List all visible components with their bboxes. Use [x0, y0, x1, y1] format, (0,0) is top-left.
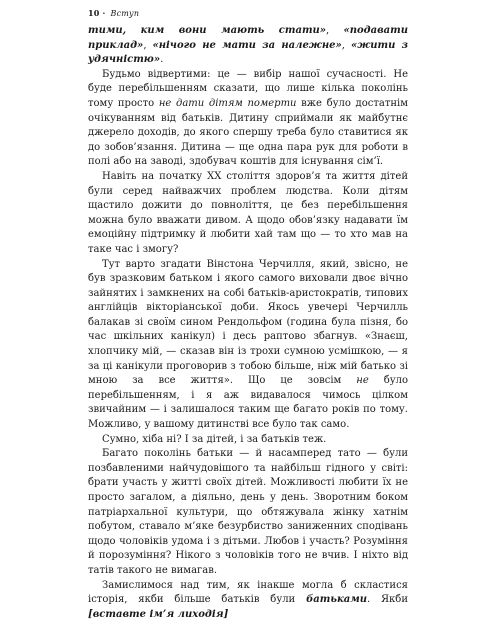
punctuation: , [143, 39, 153, 51]
text-run: Сумно, хіба ні? І за дітей, і за батьків теж. [102, 433, 327, 445]
body-text [88, 24, 408, 622]
emphasis: [вставте ім’я лиходія] [88, 608, 229, 620]
text-run: . Якби [366, 594, 408, 606]
quote-fragment: «жити з удячністю» [88, 39, 409, 66]
running-header [88, 8, 139, 18]
quote-fragment: «нічого не мати за належне» [152, 39, 342, 51]
page-number: 10 [88, 8, 100, 18]
punctuation: . [160, 54, 164, 66]
paragraph-sad [88, 433, 408, 448]
section-title: Вступ [110, 9, 140, 18]
text-run: було перебільшенням, і я аж видавалося чимось цілком звичайним — і залишалося таким ще багато років по тому. Можливо, у вашому дитинстві все було так само. [88, 375, 408, 431]
text-run: Тут варто згадати Вінстона Черчилля, який, звісно, не був зразковим батьком і якого самого виховали двоє вічно зайнятих і замкнених на собі батьків-аристократів, типових англійців вікторіанської доби. Якось увечері Черчилль балакав зі своїм сином Рендольфом (година була пізня, бо час шкільних канікул) і десь раптово збагнув. «Знаєш, хлопчику мій, — сказав він із трохи сумною усмішкою, — я за ці канікули проговорив з тобою більше, ніж мій батько зі мною за все життя». Що це зовсім [88, 258, 408, 387]
paragraph-modernity [88, 68, 408, 170]
quote-fragment: тими, ким вони мають стати» [88, 25, 327, 36]
header-separator: · [99, 8, 109, 18]
text-run: Будьмо відвертими: це — вибір нашої сучасності. Не буде перебільшенням сказати, що лише кілька поколінь тому просто [88, 68, 408, 109]
punctuation: , [341, 39, 351, 51]
punctuation: , [326, 25, 344, 36]
quote-fragment: «подавати приклад» [88, 25, 408, 51]
text-run: Замислимося над тим, як інакше могла б скластися історія, якби більше батьків були [88, 579, 408, 606]
paragraph-churchill [88, 258, 408, 433]
paragraph-generations [88, 447, 408, 578]
text-run: вже було достатнім очікуванням від батьків. Дитину сприймали як майбутнє джерело доходів, до якого спершу треба було ставитися як до зобов’язання. Дитина — ще одна пара рук для роботи в полі або на заводі, здобувач коштів для існування сім’ї. [88, 97, 408, 168]
emphasis: не [356, 375, 369, 387]
paragraph-quotes [88, 24, 408, 68]
text-run: Багато поколінь батьки — й насамперед тато — були позбавленими найчудовішого та найбільш гідного у світі: брати участь у житті своїх дітей. Можливості любити їх не просто загалом, а діяльно, день у день. Зворотним боком патріархальної культури, що обтяжувала жінку хатнім побутом, ставало м’яке безурбиство заниженних сподівань щодо чоловіків удома і з дітьми. Любов і участь? Розуміння й порозуміння? Нікого з чоловіків того не вчив. І ніхто від татів такого не вимагав. [88, 448, 408, 576]
paragraph-20th-century [88, 170, 408, 258]
text-run: Навіть на початку ХХ століття здоров’я та життя дітей були серед найважчих проблем людства. Коли дітям щастило дожити до повноліття, це без перебільшення можна було вважати дивом. А щодо обов’язку надавати їм емоційну підтримку й любити хай там що — то хто мав на таке час і змогу? [88, 170, 408, 255]
emphasis: батьками [306, 594, 367, 606]
paragraph-imagine [88, 579, 408, 622]
emphasis: не дати дітям померти [158, 97, 297, 109]
